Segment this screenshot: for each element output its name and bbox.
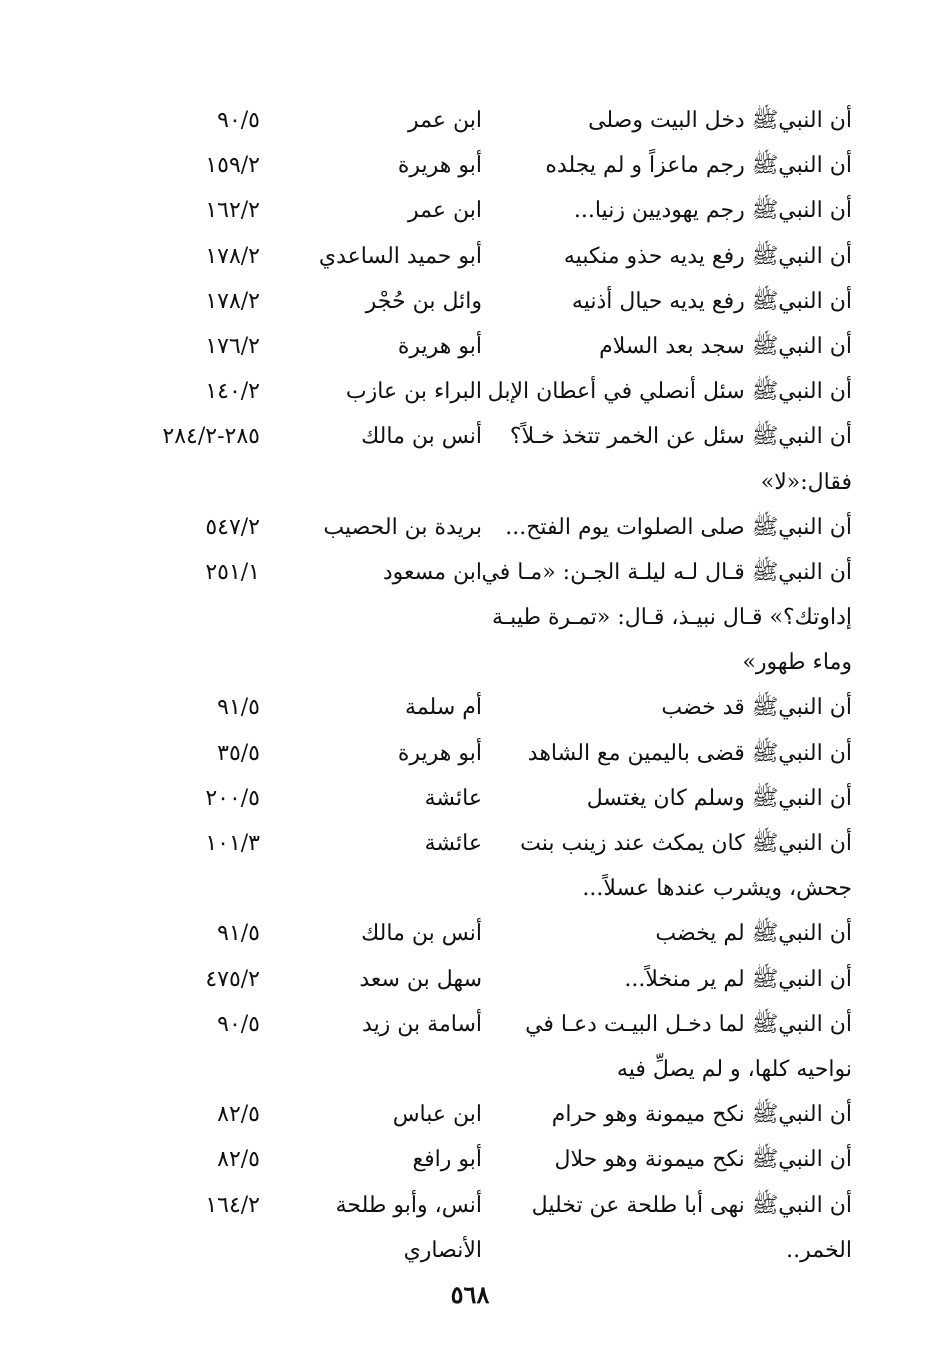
narrator-name: عائشة [424,785,482,811]
hadith-text: أن النبيﷺ وسلم كان يغتسل [586,785,852,811]
index-row [0,369,940,414]
index-row [0,414,940,459]
volume-page-ref: ١٧٨/٢ [205,288,260,314]
narrator-name: أبو هريرة [397,740,482,766]
narrator-name: أبو حميد الساعدي [318,243,482,269]
volume-page-ref [110,595,260,640]
index-row [0,866,940,911]
index-row [0,188,940,233]
hadith-text: أن النبيﷺ صلى الصلوات يوم الفتح... [505,514,852,540]
volume-page-ref: ١٦٤/٢ [205,1192,260,1218]
hadith-text: أن النبيﷺ لم ير منخلاً... [624,966,852,992]
volume-page-ref: ٣٥/٥ [217,740,260,766]
hadith-text: الخمر.. [786,1237,852,1263]
narrator-name: أم سلمة [405,695,482,721]
index-row [0,505,940,550]
index-row [0,1228,940,1273]
volume-page-ref [110,640,260,685]
hadith-text: أن النبيﷺ لما دخـل البيـت دعـا في [525,1011,852,1037]
volume-page-ref: ٩١/٥ [217,695,260,721]
narrator-name: أبو هريرة [397,333,482,359]
volume-page-ref: ٥٤٧/٢ [205,514,260,540]
narrator-name: عائشة [424,831,482,856]
narrator-name: أسامة بن زيد [362,1011,482,1037]
narrator-name: ابن عباس [392,1102,482,1128]
volume-page-ref [110,1228,260,1273]
hadith-text: أن النبيﷺ قضى باليمين مع الشاهد [527,740,852,766]
index-row [0,550,940,595]
index-row [0,911,940,956]
volume-page-ref: ١٧٨/٢ [205,243,260,269]
volume-page-ref: ١٤٠/٢ [205,379,260,405]
index-row [0,776,940,821]
hadith-text: نواحيه كلها، و لم يصلِّ فيه [616,1056,852,1082]
narrator-name: ابن عمر [408,198,482,224]
hadith-text: أن النبيﷺ قـال لـه ليلـة الجـن: «مـا في [481,559,852,585]
narrator-name [262,640,482,685]
index-row [0,640,940,685]
index-row [0,1183,940,1228]
narrator-name: وائل بن حُجْر [365,288,482,314]
volume-page-ref: ١٦٢/٢ [205,198,260,224]
hadith-text: أن النبيﷺ رجم يهوديين زنيا... [573,198,852,224]
hadith-text: أن النبيﷺ كان يمكث عند زينب بنت [520,831,852,856]
index-row [0,595,940,640]
narrator-name: أنس، وأبو طلحة [335,1192,482,1218]
hadith-text: وماء طهور» [742,650,852,676]
hadith-text: إداوتك؟» قـال نبيـذ، قـال: «تمـرة طيبـة [491,605,852,631]
index-row [0,731,940,776]
hadith-text: أن النبيﷺ سجد بعد السلام [599,333,852,359]
volume-page-ref: ١٧٦/٢ [205,333,260,359]
narrator-name: ابن مسعود [382,559,482,585]
index-row [0,98,940,143]
hadith-text: أن النبيﷺ دخل البيت وصلى [588,108,852,133]
index-row [0,1047,940,1092]
hadith-text: أن النبيﷺ رفع يديه حيال أذنيه [571,288,852,314]
volume-page-ref: ٨٢/٥ [217,1102,260,1128]
index-row [0,143,940,188]
hadith-text: أن النبيﷺ نكح ميمونة وهو حرام [551,1102,852,1128]
narrator-name [262,1047,482,1092]
narrator-name [262,460,482,505]
index-row [0,460,940,505]
hadith-text: أن النبيﷺ سئل عن الخمر تتخذ خـلاً؟ [509,424,852,450]
volume-page-ref [110,1047,260,1092]
narrator-name: البراء بن عازب [345,379,482,405]
index-row [0,1137,940,1182]
hadith-text: أن النبيﷺ لم يخضب [655,921,852,947]
volume-page-ref: ١٠١/٣ [205,831,260,856]
narrator-name: أبو هريرة [397,153,482,179]
volume-page-ref: ٤٧٥/٢ [205,966,260,992]
volume-page-ref: ٢٨٥-٢٨٤/٢ [162,424,260,450]
hadith-text: أن النبيﷺ سئل أنصلي في أعطان الإبل [487,379,852,405]
volume-page-ref: ٢٥١/١ [205,559,260,585]
volume-page-ref: ٨٢/٥ [217,1147,260,1173]
hadith-text: أن النبيﷺ رفع يديه حذو منكبيه [563,243,852,269]
hadith-text: أن النبيﷺ قد خضب [661,695,852,721]
volume-page-ref [110,866,260,911]
hadith-text: فقال:«لا» [760,469,852,495]
volume-page-ref: ١٥٩/٢ [205,153,260,179]
narrator-name [262,866,482,911]
narrator-name [262,595,482,640]
narrator-name: ابن عمر [408,108,482,133]
hadith-text: جحش، ويشرب عندها عسلاً... [582,876,852,902]
narrator-name: الأنصاري [403,1237,482,1263]
index-row [0,821,940,866]
index-row [0,957,940,1002]
page-number: ٥٦٨ [450,1280,490,1309]
index-row [0,234,940,279]
index-row [0,279,940,324]
index-row [0,685,940,730]
index-row [0,1092,940,1137]
index-row [0,324,940,369]
volume-page-ref: ٩٠/٥ [217,1011,260,1037]
volume-page-ref [110,460,260,505]
narrator-name: أنس بن مالك [361,424,482,450]
hadith-index-table [0,98,940,1273]
narrator-name: سهل بن سعد [359,966,482,992]
index-row [0,1002,940,1047]
volume-page-ref: ٩٠/٥ [217,108,260,133]
volume-page-ref: ٢٠٠/٥ [205,785,260,811]
volume-page-ref: ٩١/٥ [217,921,260,947]
hadith-text: أن النبيﷺ نهى أبا طلحة عن تخليل [531,1192,852,1218]
narrator-name: أبو رافع [412,1147,482,1173]
narrator-name: بريدة بن الحصيب [323,514,482,540]
hadith-text: أن النبيﷺ رجم ماعزاً و لم يجلده [545,153,852,179]
narrator-name: أنس بن مالك [361,921,482,947]
hadith-text: أن النبيﷺ نكح ميمونة وهو حلال [554,1147,852,1173]
